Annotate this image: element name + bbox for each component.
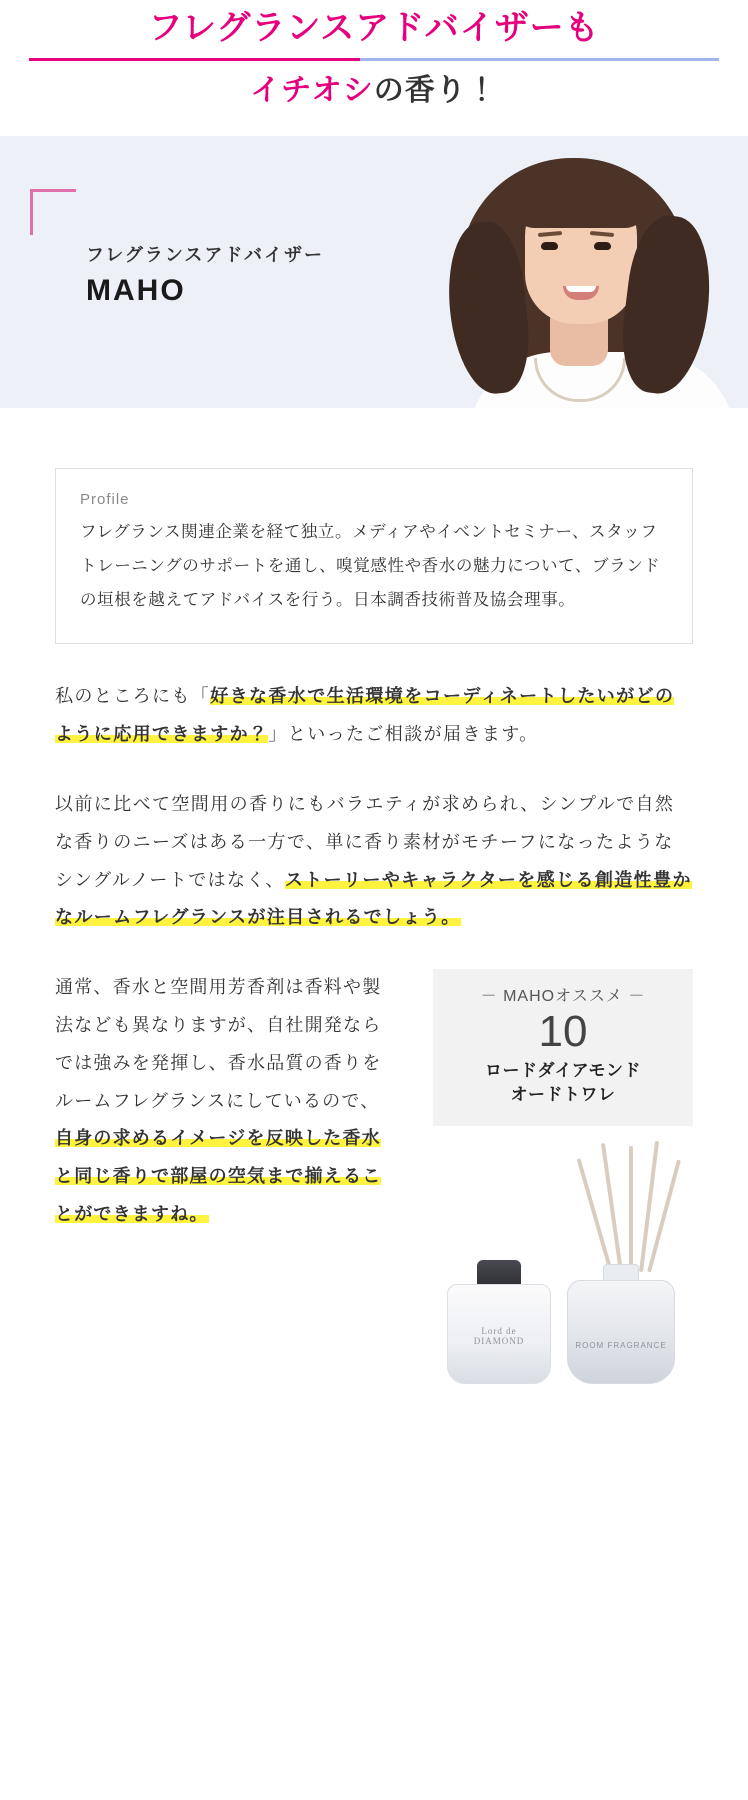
diffuser-label: ROOM FRAGRANCE bbox=[575, 1340, 667, 1350]
recommendation-card bbox=[433, 969, 693, 1126]
bottom-section bbox=[55, 969, 693, 1399]
bottom-copy-highlight: 自身の求めるイメージを反映した香水と同じ香りで部屋の空気まで揃えることが bbox=[55, 1128, 382, 1224]
advisor-name: MAHO bbox=[86, 273, 186, 307]
profile-text: フレグランス関連企業を経て独立。メディアやイベントセミナー、スタッフトレーニングのサポートを通し、嗅覚感性や香水の魅力について、ブランドの垣根を越えてアドバイスを行う。日本調香技術普及協会理事。 bbox=[80, 522, 661, 609]
paragraph-2-highlight: ストーリーやキャラクターを感じる創造性豊かなルームフレグランスが注目されるでしょう。 bbox=[55, 869, 692, 928]
headline-line-2-rest: の香り！ bbox=[373, 73, 498, 107]
profile-box bbox=[55, 468, 693, 644]
paragraph-1-highlight: 好きな香水で生活環境をコーディネートしたいがどのように応用できますか？ bbox=[55, 686, 675, 745]
headline-line-2 bbox=[0, 71, 748, 110]
paragraph-1-part-a: 私のところにも「 bbox=[55, 686, 211, 707]
recommendation-title: － MAHOオススメ － bbox=[480, 988, 646, 1006]
profile-label: Profile bbox=[80, 490, 130, 508]
bottom-copy-part-b: できますね。 bbox=[93, 1203, 209, 1224]
body-copy bbox=[55, 678, 693, 937]
paragraph-2-part-a: 以前に比べて空間用の香りにもバラエティが求められ、シンプルで自然な香りのニーズはある一方で、単に香り素材がモチーフになったようなシングルノートではなく、 bbox=[55, 793, 675, 890]
paragraph-1-part-b: 」といったご相談が届きます。 bbox=[268, 724, 539, 745]
bottom-left-copy bbox=[55, 969, 393, 1234]
product-name-line-2: オードトワレ bbox=[510, 1085, 616, 1105]
headline-underline bbox=[29, 58, 719, 61]
product-name-line-1: ロードダイアモンド bbox=[485, 1060, 641, 1080]
product-photo bbox=[433, 1140, 693, 1390]
headline-line-1: フレグランスアドバイザーも bbox=[148, 9, 600, 47]
decorative-corner-pink bbox=[30, 189, 76, 235]
recommendation-number: 10 bbox=[538, 1007, 588, 1057]
bottle-label: Lord de DIAMOND bbox=[473, 1325, 525, 1346]
recommendation-product-name bbox=[443, 1059, 683, 1108]
advisor-role: フレグランスアドバイザー bbox=[86, 244, 325, 265]
page-headline bbox=[0, 0, 748, 110]
body-paragraph-1 bbox=[55, 678, 693, 754]
bottom-copy-part-a: 通常、香水と空間用芳香剤は香料や製法なども異なりますが、自社開発ならでは強みを発揮し、香水品質の香りをルームフレグランスにしているので、 bbox=[55, 977, 382, 1111]
headline-line-2-emphasis: イチオシ bbox=[250, 73, 374, 107]
body-paragraph-2 bbox=[55, 786, 693, 937]
advisor-banner bbox=[0, 136, 748, 408]
recommendation-column bbox=[433, 969, 693, 1390]
advisor-portrait-photo bbox=[408, 136, 748, 408]
